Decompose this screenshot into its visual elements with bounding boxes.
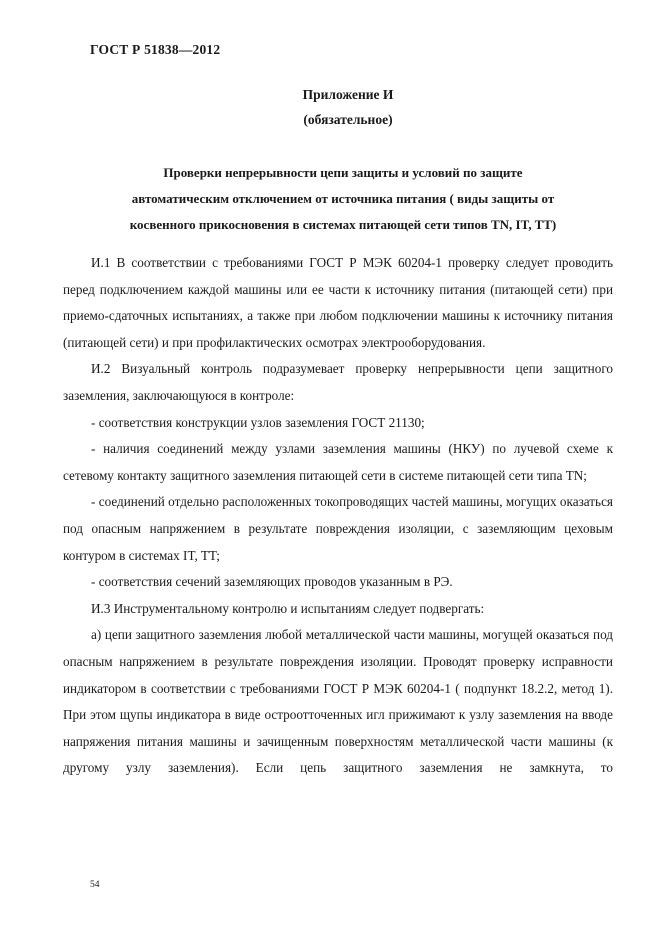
page-number: 54 <box>90 880 100 890</box>
appendix-heading <box>0 82 661 132</box>
list-item: - наличия соединений между узлами заземления машины (НКУ) по лучевой схеме к сетевому контакту защитного заземления питающей сети в системе питающей сети типа TN; <box>63 441 613 483</box>
title-line: косвенного прикосновения в системах питающей сети типов TN, IT, TT) <box>129 217 557 232</box>
list-item: - соответствия сечений заземляющих проводов указанным в РЭ. <box>91 574 453 590</box>
title-line: Проверки непрерывности цепи защиты и условий по защите <box>163 165 523 180</box>
paragraph-i3: И.3 Инструментальному контролю и испытаниям следует подвергать: <box>91 600 485 616</box>
list-item: - соединений отдельно расположенных токопроводящих частей машины, могущих оказаться под опасным напряжением в результате повреждения изоляции, с заземляющим цеховым контуром в системах IT, TT; <box>63 494 613 563</box>
title-line: автоматическим отключением от источника питания ( виды защиты от <box>131 191 555 206</box>
paragraph-i3-a: а) цепи защитного заземления любой металлической части машины, могущей оказаться под опасным напряжением в результате повреждения изоляции. Проводят проверку исправности индикатором в соответствии с требованиями ГОСТ Р МЭК 60204-1 ( подпункт 18.2.2, метод 1). При этом щупы индикатора в виде остроотточенных игл прижимают к узлу заземления на вводе напряжения питания машины и зачищенным поверхностям металлической части машины (к другому узлу заземления). Если цепь защитного заземления не замкнута, то <box>63 627 613 776</box>
body-text <box>63 250 613 782</box>
list-item: - соответствия конструкции узлов заземления ГОСТ 21130; <box>91 414 425 430</box>
appendix-status: (обязательное) <box>303 112 393 127</box>
paragraph-i2: И.2 Визуальный контроль подразумевает проверку непрерывности цепи защитного заземления, заключающуюся в контроле: <box>63 361 613 403</box>
appendix-name: Приложение И <box>302 87 394 102</box>
appendix-title <box>70 160 616 238</box>
document-code: ГОСТ Р 51838—2012 <box>90 42 221 57</box>
paragraph-i1: И.1 В соответствии с требованиями ГОСТ Р МЭК 60204-1 проверку следует проводить перед подключением каждой машины или ее части к источнику питания (питающей сети) при приемо-сдаточных испытаниях, а также при любом подключении машины к источнику питания (питающей сети) и при профилактических осмотрах электрооборудования. <box>63 255 613 350</box>
